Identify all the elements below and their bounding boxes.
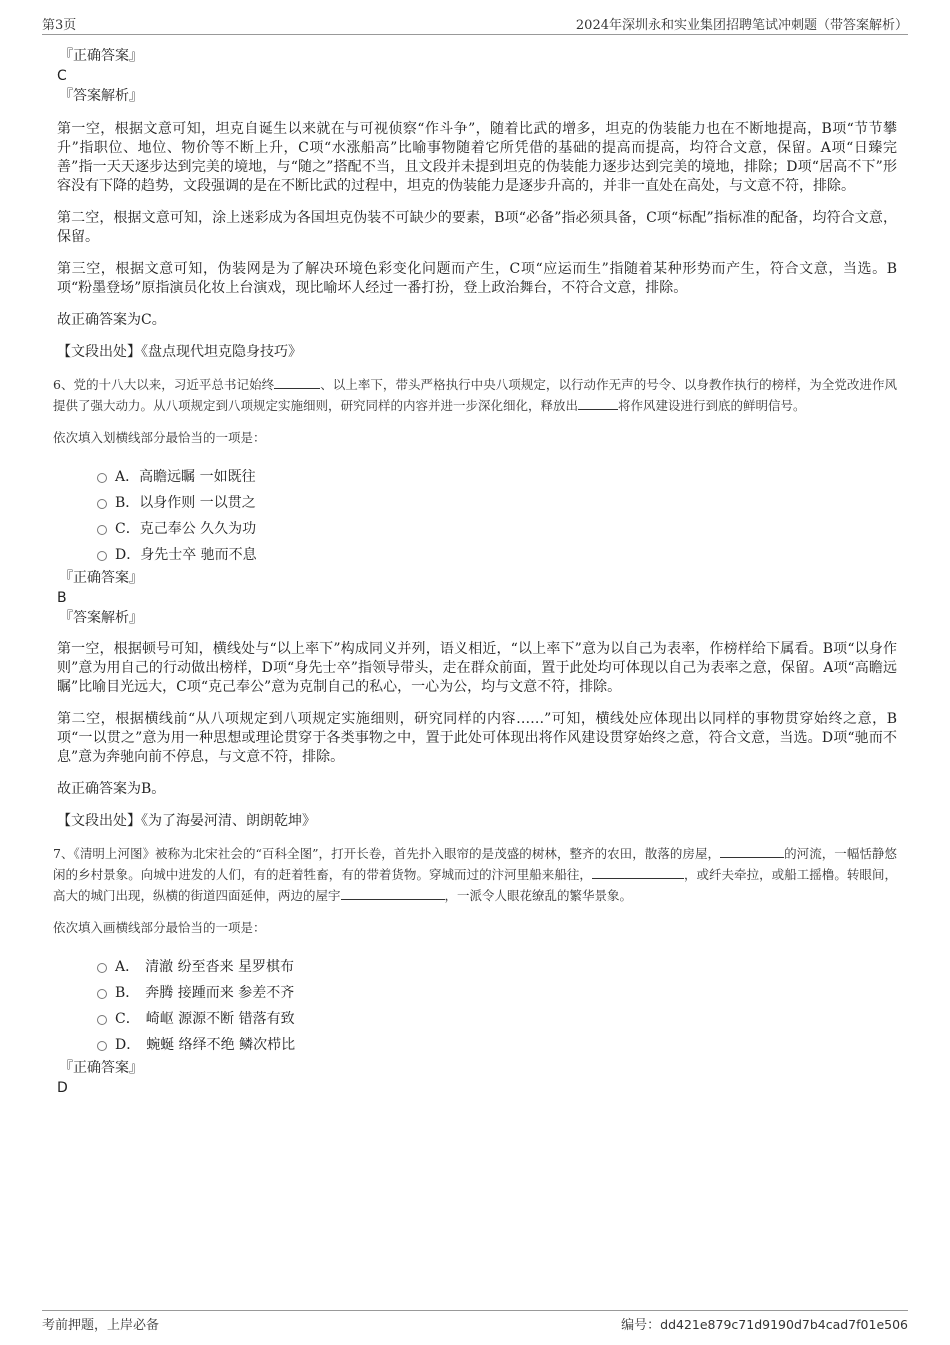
question-text: 7、《清明上河图》被称为北宋社会的“百科全图”，打开长卷，首先扑入眼帘的是茂盛的树林，整齐的农田，散落的房屋， xyxy=(53,846,721,861)
option-list xyxy=(57,954,897,1058)
option-d[interactable]: D． 蜿蜒 络绎不绝 鳞次栉比 xyxy=(57,1032,897,1058)
question-text: 、以上率下，带头严格执行中央八项规定，以行动作无声的号令、以身教作执行的榜样，为全党改进作风提供了强大动力。从八项规定到八项规定实施细则，研究同样的内容并进一步深化细化，释放出 xyxy=(53,377,897,413)
answer-value: D xyxy=(57,1080,68,1096)
radio-icon[interactable] xyxy=(97,551,107,561)
analysis-paragraph: 第二空，根据横线前“从八项规定到八项规定实施细则，研究同样的内容……”可知，横线处应体现出以同样的事物贯穿始终之意，B项“一以贯之”意为用一种思想或理论贯穿于各类事物之中，置于此处可体现出将作风建设贯穿始终之意，符合文意，当选。D项“驰而不息”意为奔驰向前不停息，与文意不符，排除。 xyxy=(57,711,897,765)
page-number: 第3页 xyxy=(42,18,77,33)
analysis-paragraph: 第二空，根据文意可知，涂上迷彩成为各国坦克伪装不可缺少的要素，B项“必备”指必须具备，C项“标配”指标准的配备，均符合文意，保留。 xyxy=(57,210,897,245)
analysis-paragraph: 第一空，根据顿号可知，横线处与“以上率下”构成同义并列，语义相近，“以上率下”意为以自己为表率，作榜样给下属看。B项“以身作则”意为用自己的行动做出榜样，D项“身先士卒”指领导带头，走在群众前面，置于此处均可体现以自己为表率之意，保留。A项“高瞻远瞩”比喻目光远大，C项“克己奉公”意为克制自己的私心，一心为公，均与文意不符，排除。 xyxy=(57,641,897,695)
question-7 xyxy=(53,843,897,906)
fill-blank xyxy=(592,865,684,879)
option-list xyxy=(57,464,897,568)
conclusion: 故正确答案为C。 xyxy=(57,312,166,328)
question-text: ，或纤夫牵拉，或船工摇橹。转眼间，高大的城门出现，纵横的街道四面延伸，两边的屋宇 xyxy=(53,867,897,903)
radio-icon[interactable] xyxy=(97,525,107,535)
answer-value: B xyxy=(57,590,67,606)
page-header xyxy=(42,14,908,35)
option-c[interactable]: C．克己奉公 久久为功 xyxy=(57,516,897,542)
answer-label: 『正确答案』 xyxy=(59,48,143,64)
document-code xyxy=(621,1314,908,1333)
analysis-paragraph: 第一空，根据文意可知，坦克自诞生以来就在与可视侦察“作斗争”，随着比武的增多，坦克的伪装能力也在不断地提高，B项“节节攀升”指职位、地位、物价等不断上升，C项“水涨船高”比喻事物随着它所凭借的基础的提高而提高，均符合文意，保留。A项“日臻完善”指一天天逐步达到完美的境地，与“随之”搭配不当，且文段并未提到坦克的伪装能力逐步达到完美的境地，排除；D项“居高不下”形容没有下降的趋势，文段强调的是在不断比武的过程中，坦克的伪装能力是逐步升高的，并非一直处在高处，与文意不符，排除。 xyxy=(57,121,897,194)
question-prompt: 依次填入画横线部分最恰当的一项是： xyxy=(53,920,266,935)
question-text: 的河流，一幅恬静悠闲的乡村景象。向城中进发的人们，有的赶着牲畜，有的带着货物。穿城而过的汴河里船来船往， xyxy=(53,846,897,882)
question-text: 将作风建设进行到底的鲜明信号。 xyxy=(618,398,806,413)
option-b[interactable]: B．以身作则 一以贯之 xyxy=(57,490,897,516)
question-6 xyxy=(53,374,897,416)
radio-icon[interactable] xyxy=(97,963,107,973)
radio-icon[interactable] xyxy=(97,1015,107,1025)
footer-slogan: 考前押题，上岸必备 xyxy=(42,1318,160,1333)
fill-blank xyxy=(274,375,320,389)
option-b[interactable]: B． 奔腾 接踵而来 参差不齐 xyxy=(57,980,897,1006)
question-prompt: 依次填入划横线部分最恰当的一项是： xyxy=(53,430,266,445)
fill-blank xyxy=(341,886,445,900)
radio-icon[interactable] xyxy=(97,473,107,483)
analysis-paragraph: 第三空，根据文意可知，伪装网是为了解决环境色彩变化问题而产生，C项“应运而生”指随着某种形势而产生，符合文意，当选。B项“粉墨登场”原指演员化妆上台演戏，现比喻坏人经过一番打扮，登上政治舞台，不符合文意，排除。 xyxy=(57,261,897,296)
code-value: dd421e879c71d9190d7b4cad7f01e506 xyxy=(660,1317,908,1332)
question-text: 6、党的十八大以来，习近平总书记始终 xyxy=(53,377,275,392)
analysis-label: 『答案解析』 xyxy=(59,88,143,104)
source-citation: 【文段出处】《盘点现代坦克隐身技巧》 xyxy=(57,344,302,360)
answer-label: 『正确答案』 xyxy=(59,570,143,586)
radio-icon[interactable] xyxy=(97,499,107,509)
source-citation: 【文段出处】《为了海晏河清、朗朗乾坤》 xyxy=(57,813,316,829)
page-footer xyxy=(42,1310,908,1334)
answer-label: 『正确答案』 xyxy=(59,1060,143,1076)
option-d[interactable]: D．身先士卒 驰而不息 xyxy=(57,542,897,568)
fill-blank xyxy=(578,396,618,410)
fill-blank xyxy=(720,844,784,858)
page-content xyxy=(53,46,897,1098)
option-a[interactable]: A．高瞻远瞩 一如既往 xyxy=(57,464,897,490)
option-c[interactable]: C． 崎岖 源源不断 错落有致 xyxy=(57,1006,897,1032)
answer-value: C xyxy=(57,68,67,84)
radio-icon[interactable] xyxy=(97,989,107,999)
conclusion: 故正确答案为B。 xyxy=(57,781,166,797)
analysis-label: 『答案解析』 xyxy=(59,610,143,626)
option-a[interactable]: A． 清澈 纷至沓来 星罗棋布 xyxy=(57,954,897,980)
question-text: ，一派令人眼花缭乱的繁华景象。 xyxy=(444,888,633,903)
document-title: 2024年深圳永和实业集团招聘笔试冲刺题（带答案解析） xyxy=(575,18,908,33)
code-label: 编号： xyxy=(621,1318,661,1333)
radio-icon[interactable] xyxy=(97,1041,107,1051)
